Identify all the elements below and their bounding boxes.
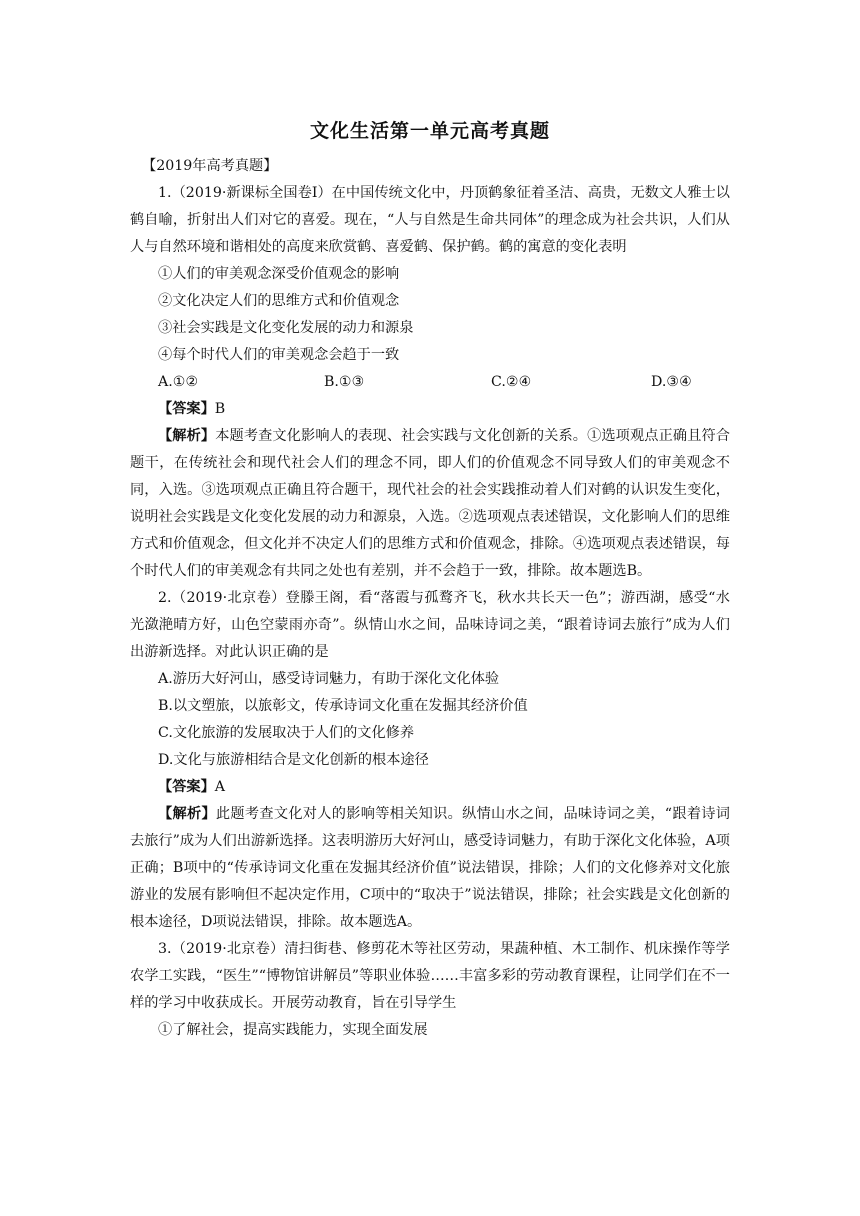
page-title: 文化生活第一单元高考真题 [309,120,550,142]
answer-tag: 【答案】 [158,401,215,417]
analysis-text: 本题考查文化影响人的表现、社会实践与文化创新的关系。①选项观点正确且符合题干，在传统社会和现代社会人们的理念不同，即人们的价值观念不同导致人们的审美观念不同，入选。③选项观点正确且符合题干，现代社会的社会实践推动着人们对鹤的认识发生变化，说明社会实践是文化变化发展的动力和源泉，入选。②选项观点表述错误，文化影响人们的思维方式和价值观念，但文化并不决定人们的思维方式和价值观念，排除。④选项观点表述错误，每个时代人们的审美观念有共同之处也有差别，并不会趋于一致，排除。故本题选B。 [130,428,730,579]
q3-stem: 3.（2019·北京卷）清扫街巷、修剪花木等社区劳动，果蔬种植、木工制作、机床操作等学农学工实践，“医生”“博物馆讲解员”等职业体验……丰富多彩的劳动教育课程，让同学们在不一样的学习中收获成长。开展劳动教育，旨在引导学生 [130,941,730,1011]
choice-d: D.③④ [651,374,692,390]
document-body [130,153,730,1044]
answer-value: B [214,401,226,417]
choice-a: A.①② [158,374,199,390]
q3-item: ①了解社会，提高实践能力，实现全面发展 [158,1022,428,1038]
q1-item: ③社会实践是文化变化发展的动力和源泉 [158,320,414,336]
q2-analysis [130,801,730,936]
answer-value: A [214,779,226,795]
q1-answer [130,396,730,423]
analysis-text: 此题考查文化对人的影响等相关知识。纵情山水之间，品味诗词之美，“跟着诗词去旅行”成为人们出游新选择。这表明游历大好河山，感受诗词魅力，有助于深化文化体验，A项正确；B项中的“传承诗词文化重在发掘其经济价值”说法错误，排除；人们的文化修养对文化旅游业的发展有影响但不起决定作用，C项中的“取决于”说法错误，排除；社会实践是文化创新的根本途径，D项说法错误，排除。故本题选A。 [130,806,730,930]
q2-option: A.游历大好河山，感受诗词魅力，有助于深化文化体验 [158,671,500,687]
q1-choices [130,369,730,396]
choice-c: C.②④ [491,374,532,390]
choice-b: B.①③ [324,374,365,390]
q2-option: B.以文塑旅，以旅彰文，传承诗词文化重在发掘其经济价值 [158,698,528,714]
q1-item: ②文化决定人们的思维方式和价值观念 [158,293,400,309]
section-heading: 【2019年高考真题】 [142,158,278,174]
q1-analysis [130,423,730,585]
answer-tag: 【答案】 [158,779,215,795]
q1-item: ①人们的审美观念深受价值观念的影响 [158,266,400,282]
analysis-tag: 【解析】 [158,428,216,444]
q2-answer [130,774,730,801]
q1-item: ④每个时代人们的审美观念会趋于一致 [158,347,400,363]
q2-option: C.文化旅游的发展取决于人们的文化修养 [158,725,415,741]
q2-stem: 2.（2019·北京卷）登滕王阁，看“落霞与孤鹜齐飞，秋水共长天一色”；游西湖，感受“水光潋滟晴方好，山色空蒙雨亦奇”。纵情山水之间，品味诗词之美，“跟着诗词去旅行”成为人们出游新选择。对此认识正确的是 [130,590,730,660]
q1-stem: 1.（2019·新课标全国卷Ⅰ）在中国传统文化中，丹顶鹤象征着圣洁、高贵，无数文人雅士以鹤自喻，折射出人们对它的喜爱。现在，“人与自然是生命共同体”的理念成为社会共识，人们从人与自然环境和谐相处的高度来欣赏鹤、喜爱鹤、保护鹤。鹤的寓意的变化表明 [130,185,730,255]
q2-option: D.文化与旅游相结合是文化创新的根本途径 [158,752,429,768]
analysis-tag: 【解析】 [158,806,216,822]
